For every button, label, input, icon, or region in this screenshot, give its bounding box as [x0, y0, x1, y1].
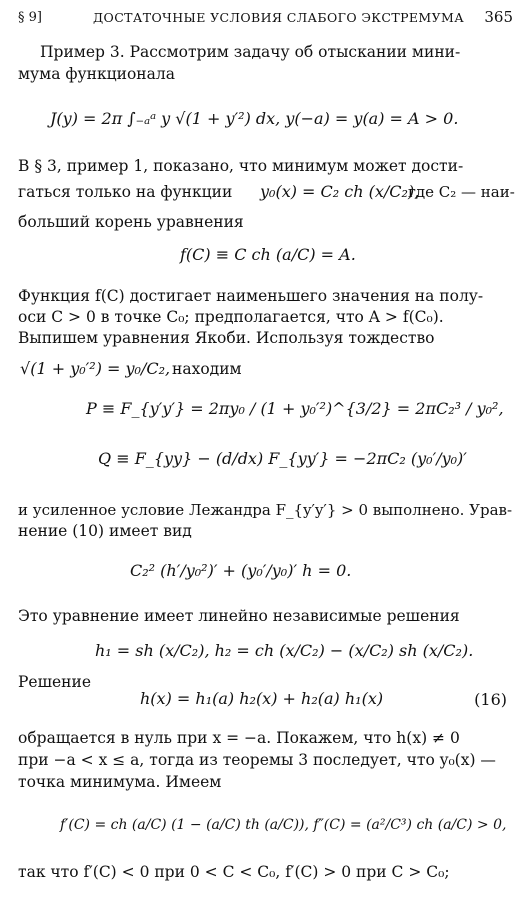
- equation: P ≡ F_{y′y′} = 2πy₀ / (1 + y₀′²)^{3/2} = 2πC₂³ / y₀²,: [86, 399, 504, 418]
- text-line: нение (10) имеет вид: [18, 522, 192, 540]
- text-line: Пример 3. Рассмотрим задачу об отыскании мини-: [40, 43, 461, 61]
- running-header: [18, 8, 513, 30]
- text-line: при −a < x ≤ a, тогда из теоремы 3 последует, что y₀(x) —: [18, 751, 496, 769]
- text-line: гаться только на функции: [18, 183, 233, 201]
- equation-number: (16): [474, 690, 507, 709]
- text-line: так что f′(C) < 0 при 0 < C < C₀, f′(C) > 0 при C > C₀;: [18, 863, 450, 881]
- text-line: обращается в нуль при x = −a. Покажем, что h(x) ≠ 0: [18, 729, 460, 747]
- text-line: Функция f(C) достигает наименьшего значения на полу-: [18, 287, 484, 305]
- equation: h(x) = h₁(a) h₂(x) + h₂(a) h₁(x): [140, 689, 384, 708]
- equation: C₂² (h′/y₀²)′ + (y₀′/y₀)′ h = 0.: [130, 561, 352, 580]
- text-line: где C₂ — наи-: [408, 183, 515, 201]
- text-line: Решение: [18, 673, 92, 691]
- equation: J(y) = 2π ∫₋ₐᵃ y √(1 + y′²) dx, y(−a) = y(a) = A > 0.: [50, 109, 459, 128]
- equation: f′(C) = ch (a/C) (1 − (a/C) th (a/C)), f″(C) = (a²/C³) ch (a/C) > 0,: [60, 817, 507, 833]
- text-line: мума функционала: [18, 65, 175, 83]
- equation: h₁ = sh (x/C₂), h₂ = ch (x/C₂) − (x/C₂) sh (x/C₂).: [95, 641, 474, 660]
- text-line: Выпишем уравнения Якоби. Используя тождество: [18, 329, 435, 347]
- page-number: 365: [484, 8, 513, 26]
- equation: y₀(x) = C₂ ch (x/C₂),: [260, 182, 420, 201]
- text-line: оси C > 0 в точке C₀; предполагается, что A > f(C₀).: [18, 308, 444, 326]
- text-line: Это уравнение имеет линейно независимые решения: [18, 607, 460, 625]
- section-marker: § 9]: [18, 10, 42, 25]
- running-title: ДОСТАТОЧНЫЕ УСЛОВИЯ СЛАБОГО ЭКСТРЕМУМА: [93, 10, 465, 25]
- text-line: находим: [172, 360, 242, 378]
- equation: Q ≡ F_{yy} − (d/dx) F_{yy′} = −2πC₂ (y₀′/y₀)′: [98, 449, 467, 468]
- text-line: больший корень уравнения: [18, 213, 244, 231]
- equation: f(C) ≡ C ch (a/C) = A.: [180, 245, 356, 264]
- equation: √(1 + y₀′²) = y₀/C₂,: [20, 359, 171, 378]
- text-line: В § 3, пример 1, показано, что минимум может дости-: [18, 157, 464, 175]
- text-line: точка минимума. Имеем: [18, 773, 222, 791]
- text-line: и усиленное условие Лежандра F_{y′y′} > 0 выполнено. Урав-: [18, 501, 513, 519]
